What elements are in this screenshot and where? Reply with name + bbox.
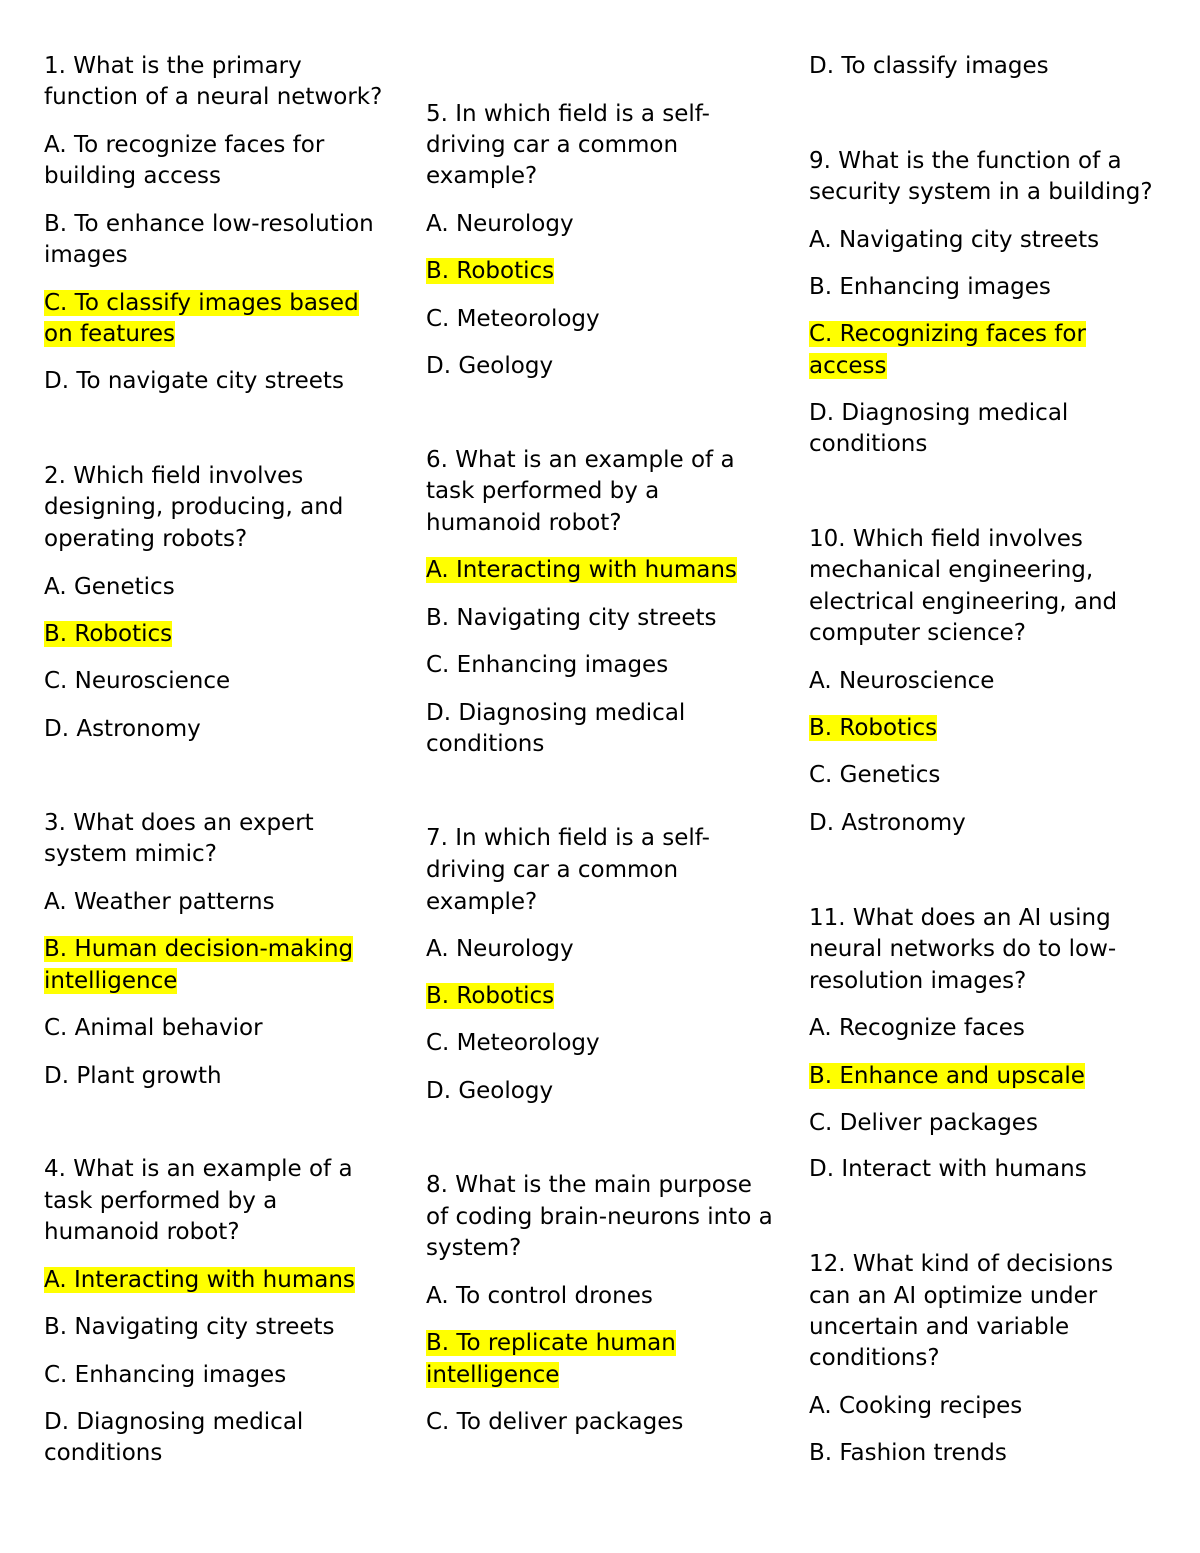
q5-option-b-answer (426, 256, 554, 288)
q11-option-a: A. Recognize faces (809, 1015, 1025, 1041)
q4-option-b: B. Navigating city streets (44, 1314, 335, 1340)
question-8-text-line-1: 8. What is the main purpose (426, 1172, 752, 1198)
q3-option-b-answer-line-1 (44, 934, 353, 966)
q4-option-a-answer (44, 1265, 355, 1297)
question-4-text-line-1: 4. What is an example of a (44, 1156, 353, 1182)
question-7-text-line-2: driving car a common (426, 857, 679, 883)
q12-option-b: B. Fashion trends (809, 1440, 1007, 1466)
q11-option-d: D. Interact with humans (809, 1156, 1087, 1182)
question-4-text-line-3: humanoid robot? (44, 1219, 240, 1245)
answer-highlight: intelligence (426, 1362, 560, 1388)
q6-option-a-answer (426, 555, 737, 587)
question-1-text-line-1: 1. What is the primary (44, 53, 302, 79)
answer-highlight: A. Interacting with humans (44, 1267, 355, 1293)
answer-highlight: intelligence (44, 968, 178, 994)
answer-highlight: access (809, 353, 887, 379)
question-7-text-line-3: example? (426, 889, 538, 915)
question-11-text-line-1: 11. What does an AI using (809, 905, 1111, 931)
question-10-text-line-1: 10. Which field involves (809, 526, 1083, 552)
question-4-text-line-2: task performed by a (44, 1188, 278, 1214)
q8-option-b-answer-line-2 (426, 1360, 559, 1392)
question-12-text-line-1: 12. What kind of decisions (809, 1251, 1114, 1277)
q11-option-b-answer (809, 1061, 1085, 1093)
q7-option-c: C. Meteorology (426, 1030, 600, 1056)
question-1-text-line-2: function of a neural network? (44, 84, 383, 110)
q2-option-b-answer (44, 619, 172, 651)
answer-highlight: C. Recognizing faces for (809, 321, 1086, 347)
q5-option-a: A. Neurology (426, 211, 574, 237)
question-5-text-line-3: example? (426, 163, 538, 189)
q7-option-b-answer (426, 981, 554, 1013)
q4-option-d-line-1: D. Diagnosing medical (44, 1409, 304, 1435)
q10-option-a: A. Neuroscience (809, 668, 995, 694)
q12-option-a: A. Cooking recipes (809, 1393, 1023, 1419)
q8-option-c: C. To deliver packages (426, 1409, 684, 1435)
question-10-text-line-2: mechanical engineering, (809, 557, 1094, 583)
q3-option-c: C. Animal behavior (44, 1015, 263, 1041)
question-3-text-line-1: 3. What does an expert (44, 810, 314, 836)
question-2-text-line-2: designing, producing, and (44, 494, 344, 520)
q1-option-c-answer-line-1 (44, 288, 359, 320)
question-6-text-line-3: humanoid robot? (426, 510, 622, 536)
question-2-text-line-3: operating robots? (44, 526, 248, 552)
q11-option-c: C. Deliver packages (809, 1110, 1038, 1136)
answer-highlight: B. Robotics (44, 621, 173, 647)
q2-option-a: A. Genetics (44, 574, 175, 600)
question-9-text-line-1: 9. What is the function of a (809, 148, 1122, 174)
q1-option-b-line-1: B. To enhance low-resolution (44, 211, 374, 237)
answer-highlight: B. Robotics (809, 715, 938, 741)
answer-highlight: B. Robotics (426, 983, 555, 1009)
answer-highlight: B. Robotics (426, 258, 555, 284)
q9-option-a: A. Navigating city streets (809, 227, 1100, 253)
question-3-text-line-2: system mimic? (44, 841, 217, 867)
question-6-text-line-1: 6. What is an example of a (426, 447, 735, 473)
q3-option-b-answer-line-2 (44, 966, 177, 998)
answer-highlight: on features (44, 321, 175, 347)
q4-option-c: C. Enhancing images (44, 1362, 287, 1388)
q2-option-c: C. Neuroscience (44, 668, 231, 694)
q7-option-a: A. Neurology (426, 936, 574, 962)
answer-highlight: A. Interacting with humans (426, 557, 737, 583)
q9-option-c-answer-line-1 (809, 319, 1086, 351)
q9-option-b: B. Enhancing images (809, 274, 1051, 300)
question-11-text-line-2: neural networks do to low- (809, 936, 1117, 962)
carry-over-option: D. To classify images (809, 53, 1049, 79)
q8-option-b-answer-line-1 (426, 1328, 676, 1360)
q1-option-a-line-1: A. To recognize faces for (44, 132, 325, 158)
q7-option-d: D. Geology (426, 1078, 554, 1104)
question-9-text-line-2: security system in a building? (809, 179, 1153, 205)
q3-option-a: A. Weather patterns (44, 889, 275, 915)
question-12-text-line-2: can an AI optimize under (809, 1283, 1098, 1309)
q4-option-d-line-2: conditions (44, 1440, 163, 1466)
question-11-text-line-3: resolution images? (809, 968, 1027, 994)
q2-option-d: D. Astronomy (44, 716, 201, 742)
question-2-text-line-1: 2. Which field involves (44, 463, 304, 489)
question-12-text-line-3: uncertain and variable (809, 1314, 1070, 1340)
answer-highlight: B. Human decision-making (44, 936, 354, 962)
answer-highlight: B. To replicate human (426, 1330, 676, 1356)
q6-option-c: C. Enhancing images (426, 652, 669, 678)
question-12-text-line-4: conditions? (809, 1345, 940, 1371)
q1-option-c-answer-line-2 (44, 319, 175, 351)
q1-option-b-line-2: images (44, 242, 128, 268)
q5-option-d: D. Geology (426, 353, 554, 379)
question-8-text-line-2: of coding brain-neurons into a (426, 1204, 773, 1230)
question-5-text-line-1: 5. In which field is a self- (426, 101, 710, 127)
q3-option-d: D. Plant growth (44, 1063, 222, 1089)
q10-option-b-answer (809, 713, 937, 745)
q5-option-c: C. Meteorology (426, 306, 600, 332)
q6-option-b: B. Navigating city streets (426, 605, 717, 631)
q10-option-d: D. Astronomy (809, 810, 966, 836)
q8-option-a: A. To control drones (426, 1283, 653, 1309)
question-10-text-line-4: computer science? (809, 620, 1026, 646)
q9-option-d-line-2: conditions (809, 431, 928, 457)
answer-highlight: C. To classify images based (44, 290, 359, 316)
question-7-text-line-1: 7. In which field is a self- (426, 825, 710, 851)
question-10-text-line-3: electrical engineering, and (809, 589, 1118, 615)
question-5-text-line-2: driving car a common (426, 132, 679, 158)
question-8-text-line-3: system? (426, 1235, 522, 1261)
q9-option-c-answer-line-2 (809, 351, 887, 383)
answer-highlight: B. Enhance and upscale (809, 1063, 1085, 1089)
q6-option-d-line-1: D. Diagnosing medical (426, 700, 686, 726)
q1-option-a-line-2: building access (44, 163, 221, 189)
q1-option-d: D. To navigate city streets (44, 368, 344, 394)
question-6-text-line-2: task performed by a (426, 478, 660, 504)
q6-option-d-line-2: conditions (426, 731, 545, 757)
q10-option-c: C. Genetics (809, 762, 941, 788)
q9-option-d-line-1: D. Diagnosing medical (809, 400, 1069, 426)
